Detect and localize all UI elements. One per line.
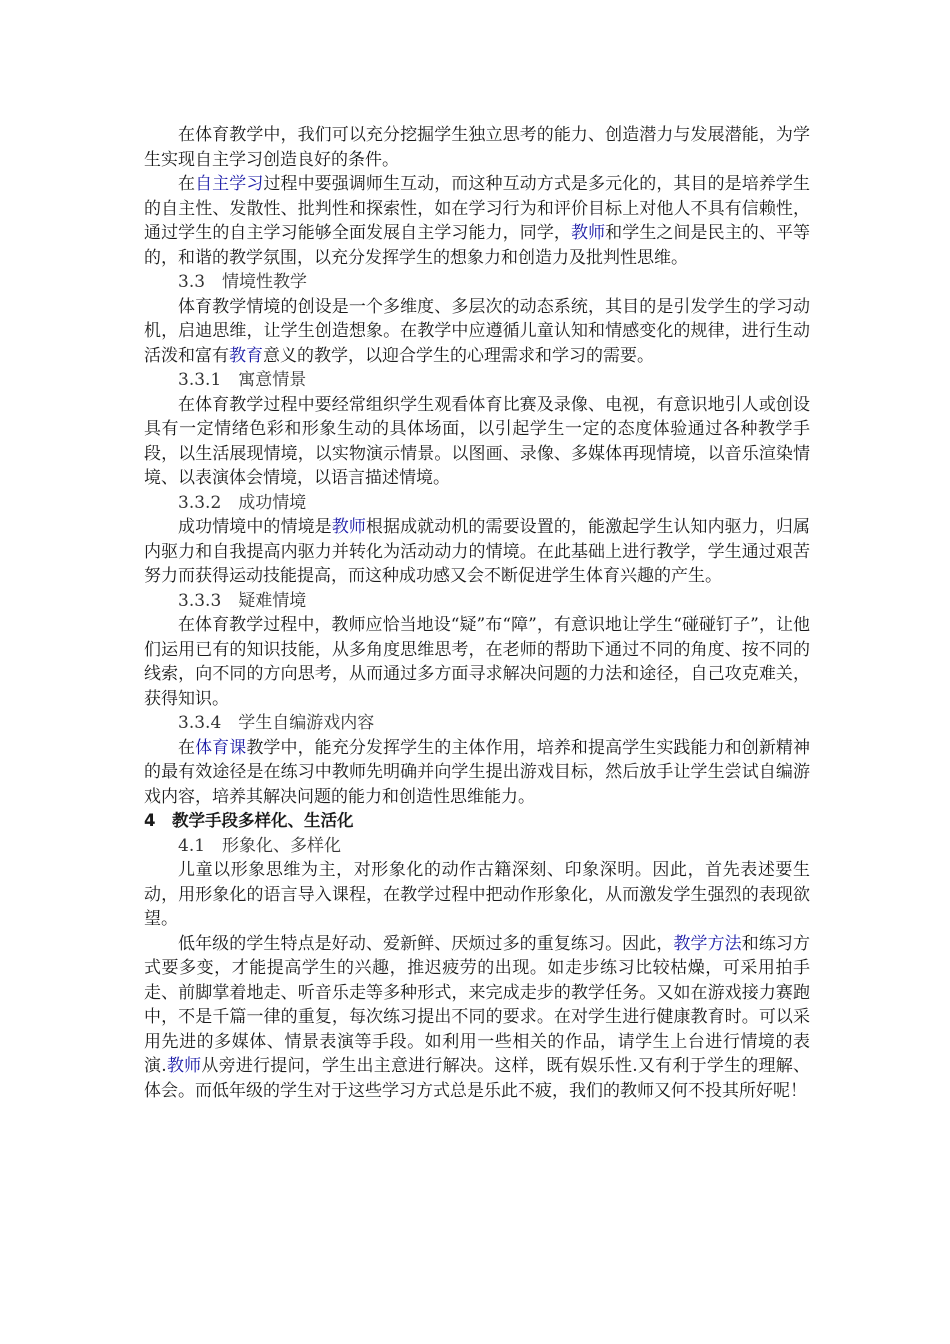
paragraph-9	[144, 932, 810, 1104]
paragraph-5	[144, 515, 810, 589]
heading-3-3-1: 3.3.1 寓意情景	[178, 370, 307, 390]
heading-3-3-4: 3.3.4 学生自编游戏内容	[178, 713, 375, 733]
link-pe-class[interactable]: 体育课	[195, 737, 247, 758]
heading-4-1: 4.1 形象化、多样化	[178, 835, 342, 856]
text-segment: 成功情境中的情境是	[178, 517, 332, 537]
paragraph-4: 在体育教学过程中要经常组织学生观看体育比赛及录像、电视，有意识地引人或创设具有一定情绪色彩和形象生动的具体场面，以引起学生一定的态度体验通过各种教学手段，以生活展现情境，以实物演示情景。以图画、录像、多媒体再现情境，以音乐渲染情境、以表演体会情境，以语言描述情境。	[144, 394, 810, 488]
text-segment: 意义的教学，以迎合学生的心理需求和学习的需要。	[263, 345, 654, 366]
heading-3-3-3: 3.3.3 疑难情境	[178, 590, 307, 611]
paragraph-8: 儿童以形象思维为主，对形象化的动作古籍深刻、印象深明。因此，首先表述要生动，用形象化的语言导入课程，在教学过程中把动作形象化，从而激发学生强烈的表现欲望。	[144, 860, 810, 929]
paragraph-7	[144, 736, 810, 810]
text-segment: 低年级的学生特点是好动、爱新鲜、厌烦过多的重复练习。因此，	[178, 933, 674, 954]
link-teacher[interactable]: 教师	[166, 1056, 202, 1076]
link-autonomous-learning[interactable]: 自主学习	[195, 174, 264, 194]
paragraph-6: 在体育教学过程中，教师应恰当地设“疑”布“障”，有意识地让学生“碰碰钉子”，让他们运用已有的知识技能，从多角度思维思考，在老师的帮助下通过不同的角度、按不同的线索，向不同的方向思考，从而通过多方面寻求解决问题的力法和途径，自己攻克难关，获得知识。	[144, 615, 810, 709]
link-teaching-methods[interactable]: 教学方法	[673, 933, 742, 954]
text-segment: 从旁进行提问，学生出主意进行解决。这样，既有娱乐性.又有利于学生的理解、体会。而低年级的学生对于这些学习方式总是乐此不疲，我们的教师又何不投其所好呢！	[144, 1056, 811, 1101]
paragraph-2	[144, 172, 810, 270]
heading-3-3: 3.3 情境性教学	[178, 272, 308, 292]
heading-4: 4 教学手段多样化、生活化	[144, 811, 354, 830]
paragraph-3	[144, 295, 810, 369]
text-segment: 体育教学情境的创设是一个多维度、多层次的动态系统，其目的是引发学生的学习动机，启迪思维，让学生创造想象。在教学中应遵循儿童认知和情感变化的规律，进行生动活泼和富有	[144, 296, 810, 366]
text-segment: 在	[178, 737, 196, 758]
link-education[interactable]: 教育	[229, 345, 263, 366]
paragraph-1: 在体育教学中，我们可以充分挖掘学生独立思考的能力、创造潜力与发展潜能，为学生实现自主学习创造良好的条件。	[144, 125, 810, 170]
heading-3-3-2: 3.3.2 成功情境	[178, 492, 307, 513]
text-segment: 在	[178, 174, 196, 194]
text-segment: 教学中，能充分发挥学生的主体作用，培养和提高学生实践能力和创新精神的最有效途径是在练习中教师先明确并向学生提出游戏目标，然后放手让学生尝试自编游戏内容，培养其解决问题的能力和创造性思维能力。	[144, 737, 811, 807]
text-segment: 和练习方式要多变，才能提高学生的兴趣，推迟疲劳的出现。如走步练习比较枯燥，可采用拍手走、前脚掌着地走、听音乐走等多种形式，来完成走步的教学任务。又如在游戏接力赛跑中，不是千篇一律的重复，每次练习提出不同的要求。在对学生进行健康教育时。可以采用先进的多媒体、情景表演等手段。如利用一些相关的作品，请学生上台进行情境的表演.	[144, 933, 811, 1076]
text-segment: 和学生之间是民主的、平等的，和谐的教学氛围，以充分发挥学生的想象力和创造力及批判性思维。	[144, 223, 811, 268]
text-segment: 根据成就动机的需要设置的，能激起学生认知内驱力，归属内驱力和自我提高内驱力并转化为活动动力的情境。在此基础上进行教学，学生通过艰苦努力而获得运动技能提高，而这种成功感又会不断促进学生体育兴趣的产生。	[144, 517, 811, 586]
text-segment: 过程中要强调师生互动，而这种互动方式是多元化的，其目的是培养学生的自主性、发散性、批判性和探索性，如在学习行为和评价目标上对他人不具有信赖性，通过学生的自主学习能够全面发展自主学习能力，同学，	[144, 174, 811, 243]
link-teacher[interactable]: 教师	[331, 517, 366, 537]
link-teacher[interactable]: 教师	[570, 223, 606, 243]
